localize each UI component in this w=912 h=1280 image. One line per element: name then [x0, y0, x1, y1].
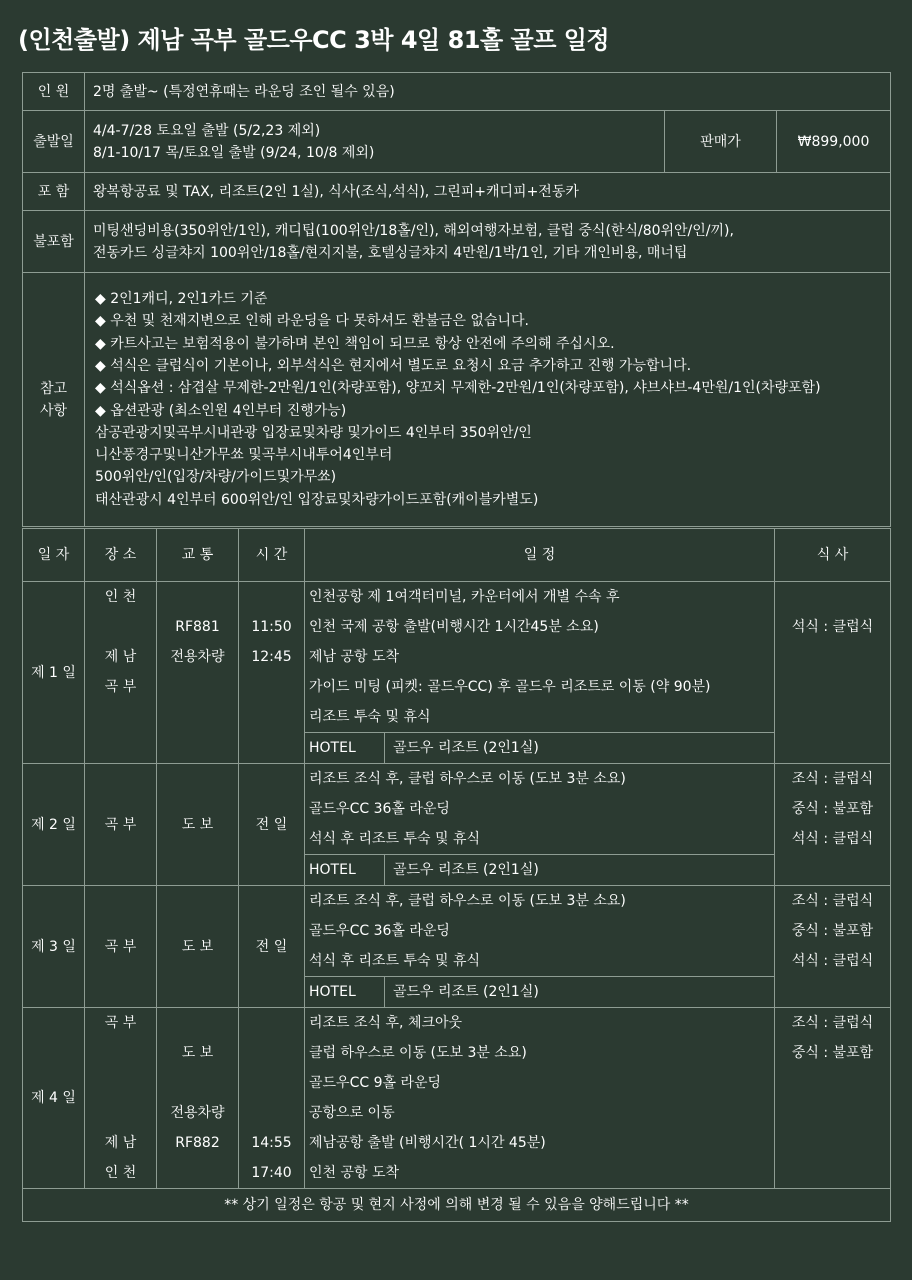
meal-line: 석식 : 클럽식 — [791, 619, 874, 635]
place-line — [93, 1098, 148, 1128]
itinerary-line: 클럽 하우스로 이동 (도보 3분 소요) — [309, 1045, 527, 1061]
day1-places — [85, 582, 157, 764]
itinerary-line: 인천공항 제 1여객터미널, 카운터에서 개별 수속 후 — [309, 589, 620, 605]
day2-transport: 도 보 — [157, 764, 239, 886]
note-line: ◆ 2인1캐디, 2인1카드 기준 — [95, 291, 268, 308]
meal-line: 중식 : 불포함 — [791, 1045, 874, 1061]
price-value: ₩899,000 — [777, 111, 891, 173]
note-line: ◆ 석식은 클럽식이 기본이나, 외부석식은 현지에서 별도로 요청시 요금 추가하고 진행 가능합니다. — [95, 357, 692, 374]
time-line — [247, 1008, 296, 1038]
info-table — [22, 72, 891, 527]
notes-label — [23, 273, 85, 527]
day1-items — [305, 582, 775, 733]
itinerary-line: 공항으로 이동 — [309, 1105, 395, 1121]
transport-line — [165, 1158, 230, 1188]
page-title: (인천출발) 제남 곡부 골드우CC 3박 4일 81홀 골프 일정 — [18, 26, 610, 54]
header-day: 일 자 — [23, 529, 85, 582]
exclude-label: 불포함 — [23, 211, 85, 273]
place-line — [93, 612, 148, 642]
header-place: 장 소 — [85, 529, 157, 582]
day2-label: 제 2 일 — [23, 764, 85, 886]
people-value: 2명 출발~ (특정연휴때는 라운딩 조인 될수 있음) — [85, 73, 891, 111]
place-line: 인 천 — [104, 1165, 137, 1181]
itinerary-line: 석식 후 리조트 투숙 및 휴식 — [309, 831, 481, 847]
itinerary-line: 제남 공항 도착 — [309, 649, 400, 665]
price-label: 판매가 — [665, 111, 777, 173]
people-label: 인 원 — [23, 73, 85, 111]
place-line: 인 천 — [104, 589, 137, 605]
day3-hotel-label: HOTEL — [305, 977, 385, 1008]
transport-line: 전용차량 — [170, 649, 225, 665]
meal-line: 중식 : 불포함 — [791, 923, 874, 939]
exclude-line: 미팅샌딩비용(350위안/1인), 캐디팁(100위안/18홀/인), 해외여행자보험, 클럽 중식(한식/80위안/인/끼), — [93, 222, 734, 239]
itinerary-line: 석식 후 리조트 투숙 및 휴식 — [309, 953, 481, 969]
day4-transport — [157, 1008, 239, 1189]
note-line: ◆ 카트사고는 보험적용이 불가하며 본인 책임이 되므로 항상 안전에 주의해 주십시오. — [95, 335, 615, 352]
itinerary-line: 제남공항 출발 (비행시간( 1시간 45분) — [309, 1135, 546, 1151]
day4-items — [305, 1008, 775, 1189]
itinerary-line: 리조트 투숙 및 휴식 — [309, 709, 431, 725]
notes-label-line: 참고 — [39, 380, 68, 397]
place-line: 곡 부 — [104, 679, 137, 695]
itinerary-line: 골드우CC 36홀 라운딩 — [309, 801, 450, 817]
note-line: ◆ 석식옵션 : 삼겹살 무제한-2만원/1인(차량포함), 양꼬치 무제한-2만원/1인(차량포함), 샤브샤브-4만원/1인(차량포함) — [95, 380, 821, 397]
day1-label: 제 1 일 — [23, 582, 85, 764]
transport-line: 도 보 — [181, 1045, 214, 1061]
header-transport: 교 통 — [157, 529, 239, 582]
day3-meals — [775, 886, 891, 1008]
itinerary-line: 인천 공항 도착 — [309, 1165, 400, 1181]
itinerary-line: 인천 국제 공항 출발(비행시간 1시간45분 소요) — [309, 619, 599, 635]
transport-line: RF881 — [175, 619, 220, 635]
time-line: 11:50 — [251, 619, 292, 635]
place-line: 제 남 — [104, 1135, 137, 1151]
schedule-table — [22, 528, 891, 1222]
departure-line: 8/1-10/17 목/토요일 출발 (9/24, 10/8 제외) — [93, 144, 375, 161]
header-meal: 식 사 — [775, 529, 891, 582]
day3-transport: 도 보 — [157, 886, 239, 1008]
itinerary-line: 골드우CC 9홀 라운딩 — [309, 1075, 442, 1091]
exclude-value — [85, 211, 891, 273]
meal-line: 석식 : 클럽식 — [791, 953, 874, 969]
day4-label: 제 4 일 — [23, 1008, 85, 1189]
day2-hotel-value: 골드우 리조트 (2인1실) — [385, 855, 775, 886]
day4-places — [85, 1008, 157, 1189]
note-line: 니산풍경구및니산가무쑈 및곡부시내투어4인부터 — [95, 447, 393, 464]
meal-line — [783, 582, 882, 612]
departure-line: 4/4-7/28 토요일 출발 (5/2,23 제외) — [93, 122, 321, 139]
time-line: 12:45 — [251, 649, 292, 665]
include-value: 왕복항공료 및 TAX, 리조트(2인 1실), 식사(조식,석식), 그린피+캐디피+전동카 — [85, 173, 891, 211]
departure-label: 출발일 — [23, 111, 85, 173]
day1-transport — [157, 582, 239, 764]
transport-line — [165, 582, 230, 612]
meal-line: 조식 : 클럽식 — [791, 893, 874, 909]
day2-items — [305, 764, 775, 855]
header-itinerary: 일 정 — [305, 529, 775, 582]
day3-items — [305, 886, 775, 977]
day4-meals — [775, 1008, 891, 1189]
itinerary-line: 리조트 조식 후, 클럽 하우스로 이동 (도보 3분 소요) — [309, 771, 626, 787]
day2-place: 곡 부 — [85, 764, 157, 886]
day2-meals — [775, 764, 891, 886]
meal-line: 조식 : 클럽식 — [791, 1015, 874, 1031]
place-line — [93, 1038, 148, 1068]
notes-value — [85, 273, 891, 527]
itinerary-line: 골드우CC 36홀 라운딩 — [309, 923, 450, 939]
day1-hotel-label: HOTEL — [305, 733, 385, 764]
departure-value — [85, 111, 665, 173]
day2-time: 전 일 — [239, 764, 305, 886]
time-line: 14:55 — [251, 1135, 292, 1151]
day3-time: 전 일 — [239, 886, 305, 1008]
meal-line: 중식 : 불포함 — [791, 801, 874, 817]
note-line: 삼공관광지및곡부시내관광 입장료및차량 및가이드 4인부터 350위안/인 — [95, 424, 532, 441]
day4-times — [239, 1008, 305, 1189]
day1-hotel-value: 골드우 리조트 (2인1실) — [385, 733, 775, 764]
note-line: 태산관광시 4인부터 600위안/인 입장료및차량가이드포함(캐이블카별도) — [95, 491, 539, 508]
day3-place: 곡 부 — [85, 886, 157, 1008]
header-time: 시 간 — [239, 529, 305, 582]
itinerary-line: 리조트 조식 후, 클럽 하우스로 이동 (도보 3분 소요) — [309, 893, 626, 909]
place-line: 제 남 — [104, 649, 137, 665]
footer-note: ** 상기 일정은 항공 및 현지 사정에 의해 변경 될 수 있음을 양해드립니다 ** — [23, 1189, 891, 1222]
time-line — [247, 1098, 296, 1128]
time-line — [247, 1068, 296, 1098]
day3-label: 제 3 일 — [23, 886, 85, 1008]
place-line — [93, 1068, 148, 1098]
exclude-line: 전동카드 싱글챠지 100위안/18홀/현지지불, 호텔싱글챠지 4만원/1박/1인, 기타 개인비용, 매너팁 — [93, 244, 688, 261]
note-line: ◆ 우천 및 천재지변으로 인해 라운딩을 다 못하셔도 환불금은 없습니다. — [95, 313, 529, 330]
day3-hotel-value: 골드우 리조트 (2인1실) — [385, 977, 775, 1008]
time-line — [247, 582, 296, 612]
time-line — [247, 1038, 296, 1068]
notes-label-line: 사항 — [39, 402, 68, 419]
meal-line: 석식 : 클럽식 — [791, 831, 874, 847]
transport-line — [165, 1068, 230, 1098]
note-line: 500위안/인(입장/차량/가이드및가무쑈) — [95, 469, 337, 486]
transport-line: 전용차량 — [170, 1105, 225, 1121]
itinerary-line: 가이드 미팅 (피켓: 골드우CC) 후 골드우 리조트로 이동 (약 90분) — [309, 679, 711, 695]
transport-line: RF882 — [175, 1135, 220, 1151]
time-line: 17:40 — [251, 1165, 292, 1181]
place-line: 곡 부 — [104, 1015, 137, 1031]
include-label: 포 함 — [23, 173, 85, 211]
itinerary-line: 리조트 조식 후, 체크아웃 — [309, 1015, 463, 1031]
meal-line: 조식 : 클럽식 — [791, 771, 874, 787]
day1-times — [239, 582, 305, 764]
transport-line — [165, 1008, 230, 1038]
day1-meals — [775, 582, 891, 764]
note-line: ◆ 옵션관광 (최소인원 4인부터 진행가능) — [95, 402, 347, 419]
day2-hotel-label: HOTEL — [305, 855, 385, 886]
